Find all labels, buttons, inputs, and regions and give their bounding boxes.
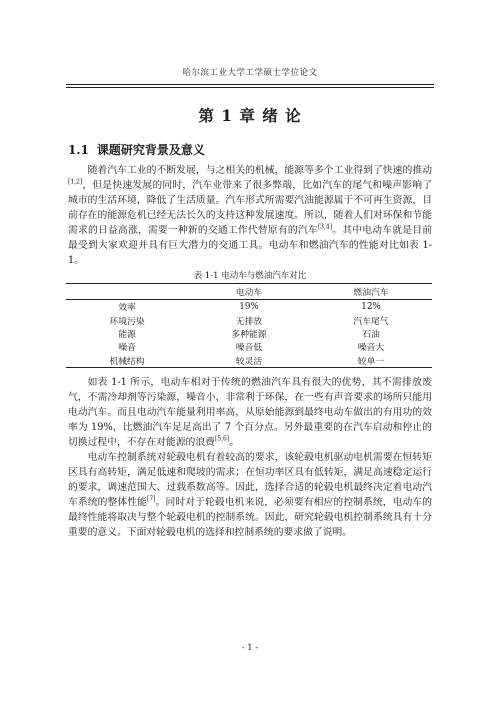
- table-cell: 效率: [118, 303, 136, 314]
- para1-text-3: 。其中电动车就是目前最受到大家欢迎并具有巨大潜力的交通工具。电动车和燃油汽车的性能对比如表 1-1。: [68, 225, 433, 266]
- table-cell: 机械结构: [66, 354, 188, 368]
- table-cell: 较灵活: [188, 354, 310, 368]
- table-cell: 无排放: [235, 316, 263, 327]
- table-header-cell: 电动车: [188, 284, 310, 300]
- para3-text-2: 。同时对于轮毂电机来说，必须要有相应的控制系统，电动车的最终性能将取决与整个轮毂电机的控制系统。因此，研究轮毂电机控制系统具有十分重要的意义。下面对轮毂电机的选择和控制系统的要求做了说明。: [68, 497, 432, 538]
- table-cell: 噪音: [118, 343, 136, 354]
- section-number: 1.1: [68, 143, 89, 157]
- paragraph-advantages: [68, 375, 432, 450]
- header-rule-thick: [66, 84, 434, 85]
- chapter-title: 第 1 章 绪 论: [198, 106, 302, 125]
- header-rule-thin: [66, 87, 434, 88]
- citation: [7]: [147, 495, 156, 503]
- table-caption: 表 1-1 电动车与燃油汽车对比: [193, 271, 307, 281]
- table-row: [66, 340, 432, 353]
- table-row: [66, 300, 432, 314]
- table-cell: 噪音大: [357, 343, 385, 354]
- table-header-cell: 燃油汽车: [310, 284, 432, 300]
- citation: [3,4]: [317, 223, 333, 231]
- table-row: [66, 313, 432, 326]
- page-number: - 1 -: [241, 643, 259, 653]
- table-header-cell: [66, 284, 188, 300]
- paragraph-control-system: [68, 450, 432, 540]
- table-cell: 环境污染: [109, 316, 145, 327]
- para1-text-2: ，但是快速发展的同时，汽车业带来了很多弊端，比如汽车的尾气和噪声影响了城市的生活环境，降低了生活质量。汽车形式所需要汽油能源属于不可再生资源，目前存在的能源危机已经无法长久的支持这种发展速度。所以，随着人们对环保和节能需求的日益高涨，需要一种新的交通工作代替原有的汽车: [68, 180, 432, 236]
- table-cell: 汽车尾气: [353, 316, 389, 327]
- citation: [1,2]: [68, 178, 83, 186]
- table-cell: 能源: [118, 329, 136, 340]
- comparison-table: [66, 283, 432, 368]
- table-cell: 噪音低: [235, 343, 263, 354]
- table-cell: 19%: [239, 301, 259, 312]
- para1-text-1: 随着汽车工业的不断发展，与之相关的机械，能源等多个工业得到了快速的推动: [87, 165, 432, 176]
- table-cell: 较单一: [310, 354, 432, 368]
- section-heading: [68, 141, 213, 158]
- para2-text-1: 如表 1-1 所示，电动车相对于传统的燃油汽车具有很大的优势，其不需排放废气，不需冷却剂等污染源，噪音小，非常利于环保，在一些有声音要求的场所只能用电动汽车。而且电动汽车能量利用率高，从原始能源到最终电动车做出的有用功的效率为 19%，比燃油汽车足足高出了 7 个百分点。另外最重要的在汽车启动和停止的切换过程中，不存在对能源的浪费: [68, 377, 432, 448]
- table-cell: 多种能源: [231, 329, 267, 340]
- table-header-row: [66, 284, 432, 300]
- citation: [5,6]: [214, 435, 230, 443]
- section-title: 课题研究背景及意义: [96, 143, 205, 157]
- running-header: 哈尔滨工业大学工学硕士学位论文: [182, 68, 318, 78]
- paragraph-background: [68, 163, 432, 268]
- para2-text-2: 。: [229, 437, 239, 448]
- table-row: [66, 327, 432, 340]
- table-cell: 石油: [362, 329, 380, 340]
- para3-text-1: 电动车控制系统对轮毂电机有着较高的要求，该轮毂电机驱动电机需要在恒转矩区具有高转矩，满足低速和爬坡的需求；在恒功率区具有低转矩，满足高速稳定运行的要求，调速范围大、过载系数高等。因此，选择合适的轮毂电机最终决定着电动汽车系统的整体性能: [68, 452, 432, 508]
- table-cell: 12%: [361, 301, 381, 312]
- table-row: [66, 354, 432, 368]
